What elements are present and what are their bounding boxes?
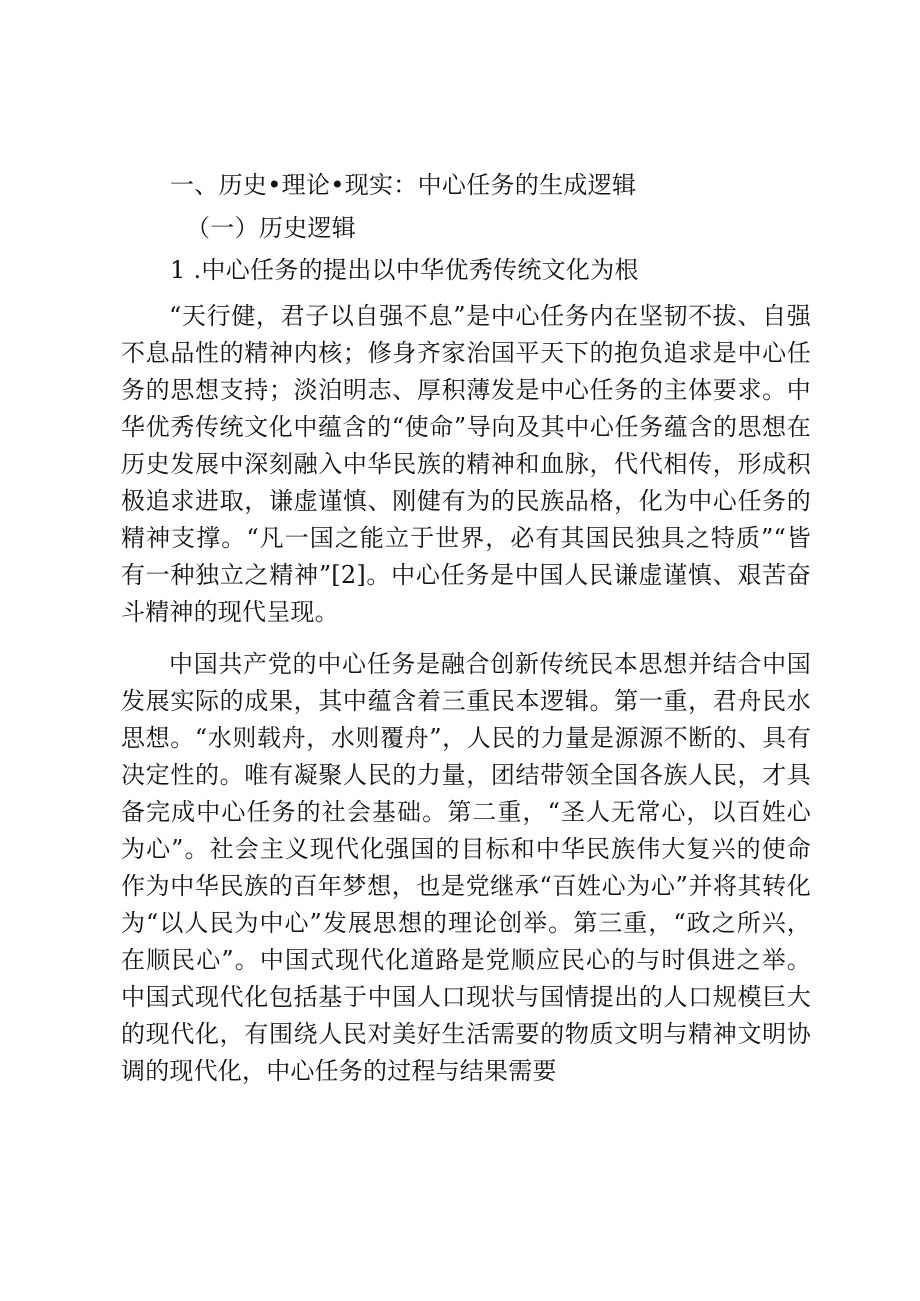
paragraph-1: “天行健，君子以自强不息”是中心任务内在坚韧不拔、自强不息品性的精神内核；修身齐家治国平天下的抱负追求是中心任务的思想支持；淡泊明志、厚积薄发是中心任务的主体要求。中华优秀传统文化中蕴含的“使命”导向及其中心任务蕴含的思想在历史发展中深刻融入中华民族的精神和血脉，代代相传，形成积极追求进取，谦虚谨慎、刚健有为的民族品格，化为中心任务的精神支撑。“凡一国之能立于世界，必有其国民独具之特质”“皆有一种独立之精神”[2]。中心任务是中国人民谦虚谨慎、艰苦奋斗精神的现代呈现。	[121, 302, 811, 626]
item-heading: 1 .中心任务的提出以中华优秀传统文化为根	[170, 256, 639, 284]
subsection-heading: （一）历史逻辑	[186, 214, 357, 242]
section-heading: 一、历史•理论•现实：中心任务的生成逻辑	[170, 171, 637, 199]
paragraph-2: 中国共产党的中心任务是融合创新传统民本思想并结合中国发展实际的成果，其中蕴含着三重民本逻辑。第一重，君舟民水思想。“水则载舟，水则覆舟”，人民的力量是源源不断的、具有决定性的。唯有凝聚人民的力量，团结带领全国各族人民，才具备完成中心任务的社会基础。第二重，“圣人无常心，以百姓心为心”。社会主义现代化强国的目标和中华民族伟大复兴的使命作为中华民族的百年梦想，也是党继承“百姓心为心”并将其转化为“以人民为中心”发展思想的理论创举。第三重，“政之所兴，在顺民心”。中国式现代化道路是党顺应民心的与时俱进之举。中国式现代化包括基于中国人口现状与国情提出的人口规模巨大的现代化，有围绕人民对美好生活需要的物质文明与精神文明协调的现代化，中心任务的过程与结果需要	[121, 650, 811, 1085]
